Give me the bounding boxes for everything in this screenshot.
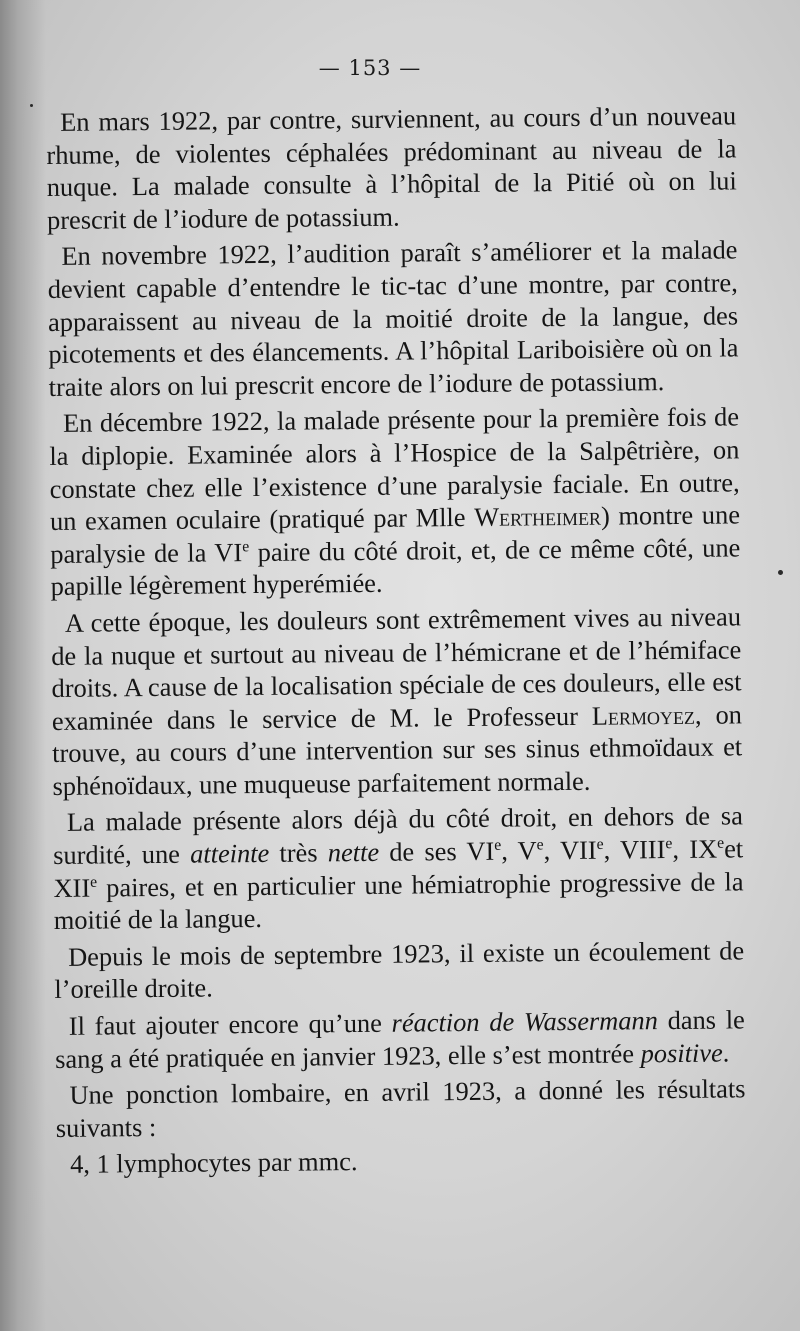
body-text xyxy=(46,99,746,1181)
binding-shadow xyxy=(0,0,46,1331)
italic-text: atteinte xyxy=(189,837,270,869)
superscript: e xyxy=(596,835,604,854)
text-run: , VIII xyxy=(603,834,666,865)
paragraph xyxy=(55,1003,746,1075)
text-run: En novembre 1922, l’audition paraît s’améliorer et la malade devient capable d’entendre le tic-tac d’une montre, par contre, apparaissent au niveau de la moitié droite de la langue, des picotements et des élancements. A l’hôpital Lariboisière où on la traite alors on lui prescrit encore de l’iodure de potassium. xyxy=(47,234,739,402)
text-run: paire du côté droit, et, de ce même côté, une papille légèrement hyperémiée. xyxy=(50,532,741,602)
superscript: e xyxy=(665,835,673,853)
paragraph xyxy=(46,99,737,236)
superscript: e xyxy=(716,834,725,852)
page-number: — 153 — xyxy=(318,56,422,80)
superscript: e xyxy=(242,537,250,556)
text-run: , VII xyxy=(543,834,597,866)
ink-speck xyxy=(778,570,783,575)
text-run: paires, et en particulier une hémiatrophie progressive de la moitié de la langue. xyxy=(53,865,744,936)
italic-text: réaction de Wassermann xyxy=(391,1005,659,1038)
text-run: dans le sang a été pratiquée en janvier 1923, elle s’est montrée xyxy=(55,1004,745,1074)
paragraph xyxy=(51,600,743,802)
text-run: La malade présente alors déjà du côté droit, en dehors de sa surdité, une xyxy=(53,800,743,871)
superscript: e xyxy=(494,836,502,854)
text-run: . xyxy=(722,1037,730,1068)
text-run: En décembre 1922, la malade présente pour la première fois de la diplopie. Examinée alors à l’Hospice de la Salpêtrière, on constate chez elle l’existence d’une paralysie faciale. En outre, un examen oculaire (pratiqué par Mlle xyxy=(49,401,740,537)
ink-speck xyxy=(30,104,33,107)
paragraph xyxy=(56,1142,746,1181)
text-run: , V xyxy=(501,835,537,866)
text-run: Depuis le mois de septembre 1923, il existe un écoulement de l’oreille droite. xyxy=(54,935,745,1005)
paragraph xyxy=(55,1073,746,1145)
paragraph xyxy=(53,800,744,937)
author-name: Wertheimer xyxy=(474,500,602,533)
text-run: Il faut ajouter encore qu’une xyxy=(68,1007,392,1041)
text-run: ) montre une paralysie de la VI xyxy=(50,499,741,569)
text-run: 4, 1 lymphocytes par mmc. xyxy=(70,1146,358,1180)
text-run: , on trouve, au cours d’une intervention sur ses sinus ethmoïdaux et sphénoïdaux, une muqueuse parfaitement normale. xyxy=(52,699,743,801)
text-run: très xyxy=(269,837,328,868)
superscript: e xyxy=(90,873,98,891)
superscript: e xyxy=(536,836,544,854)
paragraph xyxy=(47,234,739,404)
paragraph xyxy=(54,934,745,1006)
text-run: A cette époque, les douleurs sont extrêmement vives au niveau de la nuque et surtout au niveau de l’hémicrane et de l’hémiface droits. A cause de la localisation spéciale de ces douleurs, elle est examinée dans le service de M. le Professeur xyxy=(51,601,742,736)
text-run: de ses VI xyxy=(378,835,495,867)
paragraph xyxy=(49,401,741,603)
italic-text: positive xyxy=(640,1037,723,1068)
author-name: Lermoyez xyxy=(591,699,696,731)
text-run: Une ponction lombaire, en avril 1923, a donné les résultats suivants : xyxy=(55,1073,746,1143)
text-run: et XII xyxy=(53,833,744,903)
italic-text: nette xyxy=(327,836,380,868)
text-run: , IX xyxy=(672,833,718,865)
text-run: En mars 1922, par contre, surviennent, au cours d’un nouveau rhume, de violentes céphalées prédominant au niveau de la nuque. La malade consulte à l’hôpital de la Pitié où on lui prescrit de l’iodure de potassium. xyxy=(46,100,737,235)
